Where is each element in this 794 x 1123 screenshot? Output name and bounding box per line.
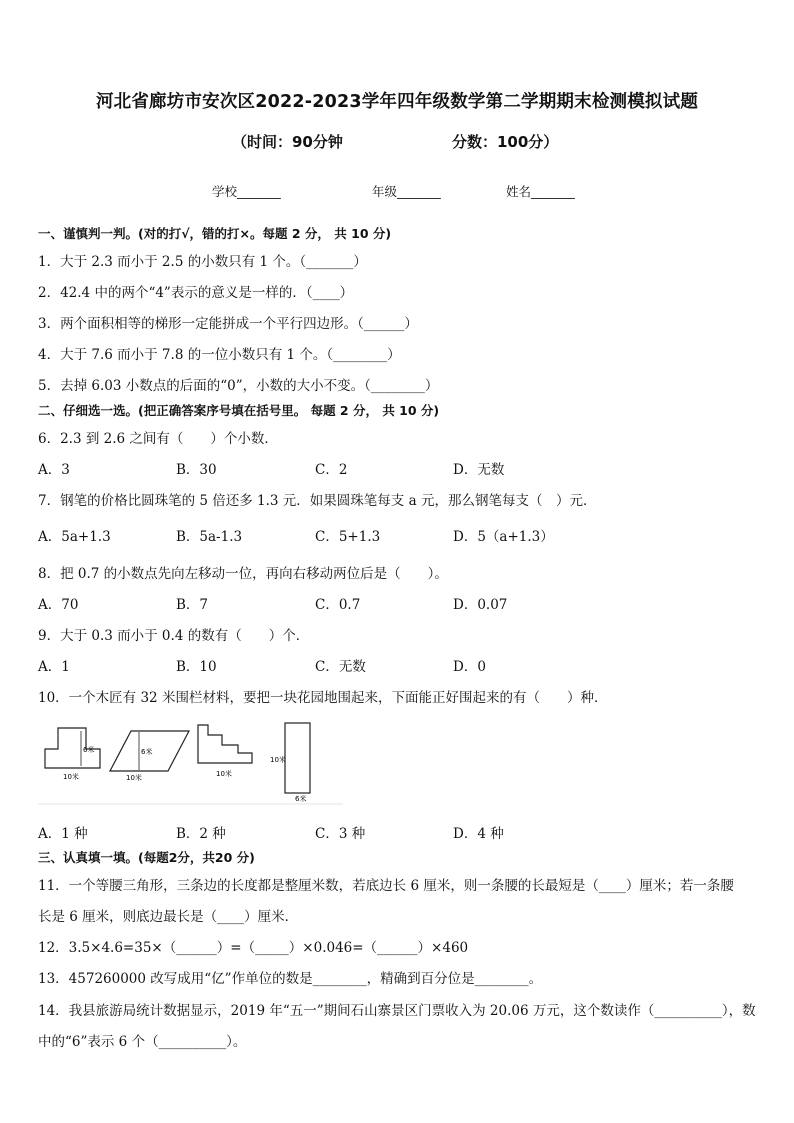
question-5: 5．去掉 6.03 小数点的后面的“0”，小数的大小不变。（________） bbox=[38, 378, 439, 394]
name-field: 姓名_______ bbox=[506, 184, 575, 199]
page-title: 河北省廊坊市安次区2022-2023学年四年级数学第二学期期末检测模拟试题 bbox=[95, 92, 699, 112]
question-3: 3．两个面积相等的梯形一定能拼成一个平行四边形。（______） bbox=[38, 316, 418, 332]
q7-option-b: B．5a-1.3 bbox=[176, 529, 243, 545]
question-14-line-2: 中的“6”表示 6 个（__________）。 bbox=[38, 1034, 247, 1050]
label-10m-1: 10米 bbox=[63, 773, 79, 781]
q6-option-d: D．无数 bbox=[453, 462, 505, 478]
question-1: 1．大于 2.3 而小于 2.5 的小数只有 1 个。（_______） bbox=[38, 254, 367, 270]
q9-option-d: D．0 bbox=[453, 659, 486, 675]
grade-field: 年级_______ bbox=[372, 184, 441, 199]
q9-option-b: B．10 bbox=[176, 659, 217, 675]
q7-option-c: C．5+1.3 bbox=[315, 529, 381, 545]
question-12: 12．3.5×4.6=35×（______）=（_____）×0.046=（______）×460 bbox=[38, 940, 469, 956]
label-10m-3: 10米 bbox=[216, 770, 232, 778]
label-6m-1: 6米 bbox=[83, 746, 95, 754]
q10-figure bbox=[38, 718, 343, 805]
question-14-line-1: 14．我县旅游局统计数据显示，2019 年“五一”期间石山寨景区门票收入为 20.06 万元，这个数读作（__________），数 bbox=[38, 1003, 756, 1019]
q10-option-c: C．3 种 bbox=[315, 826, 366, 842]
q7-option-d: D．5（a+1.3） bbox=[453, 529, 554, 545]
q8-option-d: D．0.07 bbox=[453, 597, 508, 613]
q6-option-c: C．2 bbox=[315, 462, 348, 478]
q10-option-a: A．1 种 bbox=[38, 826, 88, 842]
question-8: 8．把 0.7 的小数点先向左移动一位，再向右移动两位后是（ ）。 bbox=[38, 566, 448, 582]
q7-option-a: A．5a+1.3 bbox=[38, 529, 111, 545]
question-10: 10．一个木匠有 32 米围栏材料，要把一块花园地围起来，下面能正好围起来的有（ ）种． bbox=[38, 690, 608, 706]
section-3-heading: 三、认真填一填。(每题2分，共20 分) bbox=[38, 850, 255, 865]
q8-option-a: A．70 bbox=[38, 597, 79, 613]
question-2: 2．42.4 中的两个“4”表示的意义是一样的．（____） bbox=[38, 285, 354, 301]
q8-option-b: B．7 bbox=[176, 597, 209, 613]
question-11-line-2: 长是 6 厘米，则底边最长是（____）厘米． bbox=[38, 909, 299, 925]
exam-time: （时间：90分钟 bbox=[232, 133, 343, 151]
q9-option-c: C．无数 bbox=[315, 659, 366, 675]
question-13: 13．457260000 改写成用“亿”作单位的数是________，精确到百分位是________。 bbox=[38, 971, 543, 987]
label-10m-4: 10米 bbox=[270, 756, 286, 764]
question-11-line-1: 11．一个等腰三角形，三条边的长度都是整厘米数，若底边长 6 厘米，则一条腰的长最短是（____）厘米；若一条腰 bbox=[38, 878, 734, 894]
school-field: 学校_______ bbox=[212, 184, 281, 199]
q10-option-d: D．4 种 bbox=[453, 826, 504, 842]
fence-shapes-figure bbox=[38, 718, 343, 805]
section-1-heading: 一、谨慎判一判。(对的打√，错的打×。每题 2 分， 共 10 分) bbox=[38, 226, 392, 241]
question-9: 9．大于 0.3 而小于 0.4 的数有（ ）个． bbox=[38, 628, 310, 644]
q10-option-b: B．2 种 bbox=[176, 826, 226, 842]
question-4: 4．大于 7.6 而小于 7.8 的一位小数只有 1 个。（________） bbox=[38, 347, 401, 363]
q9-option-a: A．1 bbox=[38, 659, 70, 675]
q6-option-b: B．30 bbox=[176, 462, 217, 478]
exam-score: 分数：100分） bbox=[452, 133, 559, 151]
label-6m-4: 6米 bbox=[295, 795, 307, 803]
q8-option-c: C．0.7 bbox=[315, 597, 361, 613]
question-6: 6．2.3 到 2.6 之间有（ ）个小数． bbox=[38, 431, 278, 447]
q6-option-a: A．3 bbox=[38, 462, 70, 478]
label-10m-2: 10米 bbox=[126, 774, 142, 782]
label-6m-2: 6米 bbox=[141, 748, 153, 756]
section-2-heading: 二、仔细选一选。(把正确答案序号填在括号里。 每题 2 分， 共 10 分) bbox=[38, 403, 440, 418]
question-7: 7．钢笔的价格比圆珠笔的 5 倍还多 1.3 元．如果圆珠笔每支 a 元，那么钢笔每支（ ）元． bbox=[38, 493, 597, 509]
